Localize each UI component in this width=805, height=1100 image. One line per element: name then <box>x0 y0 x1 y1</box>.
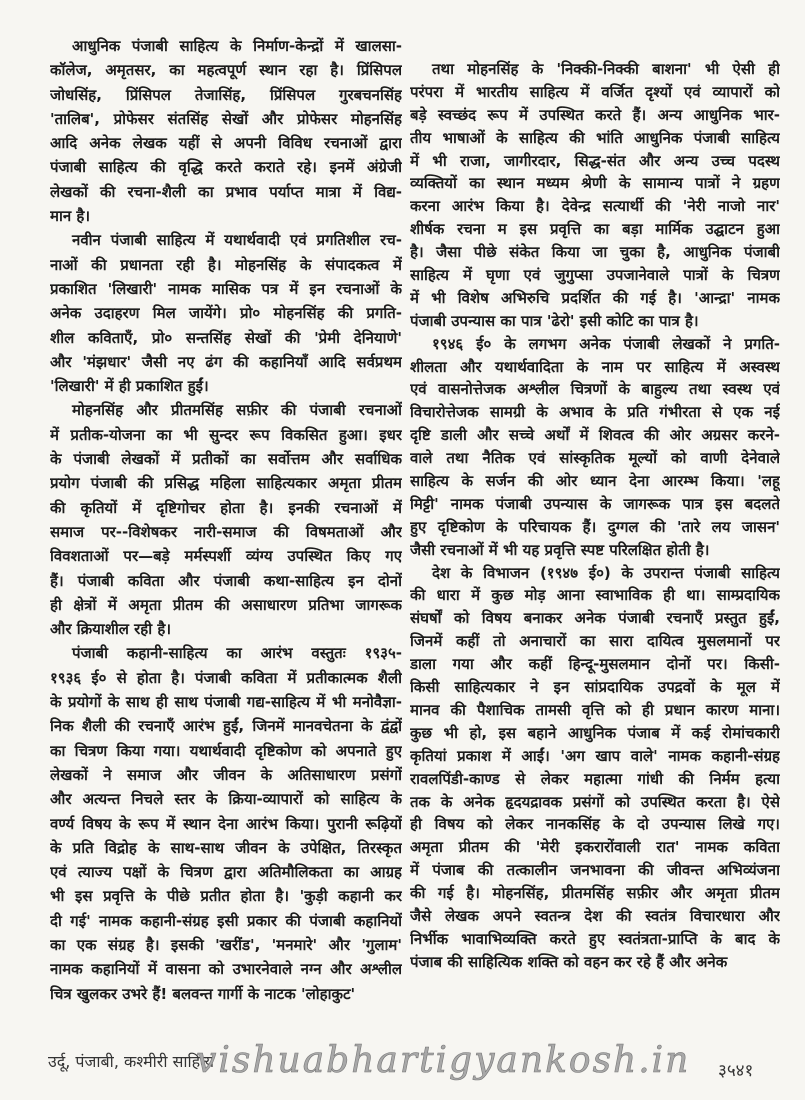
text-line: अमृता प्रीतम की 'मेरी इकरारोंवाली रात' नामक कविता <box>410 838 780 857</box>
text-line: ही विषय को लेकर नानकसिंह के दो उपन्यास लिखे गए। <box>410 815 780 834</box>
text-line: में भी विशेष अभिरुचि प्रदर्शित की गई है। 'आन्द्रा' नामक <box>410 288 780 307</box>
text-line: और 'मंझधार' जैसी नए ढंग की कहानियाँ आदि सर्वप्रथम <box>50 352 402 371</box>
text-line: का एक संग्रह है। इसकी 'खरींड', 'मनमारे' और 'गुलाम' <box>50 935 402 954</box>
text-line: निक शैली की रचनाएँ आरंभ हुईं, जिनमें मानवचेतना के द्वंद्वों <box>50 717 402 736</box>
text-line: 'तालिब', प्रोफेसर संतसिंह सेखों और प्रोफेसर मोहनसिंह <box>50 109 402 128</box>
paragraph <box>410 333 780 562</box>
text-line: में पंजाब की तत्कालीन जनभावना की जीवन्त अभिव्यंजना <box>410 861 780 880</box>
text-line: नामक कहानियों में वासना को उभारनेवाले नग्न और अश्लील <box>50 960 402 979</box>
text-line: वर्ण्य विषय के रूप में स्थान देना आरंभ किया। पुरानी रूढ़ियों <box>50 814 402 833</box>
text-line: व्यक्तियों का स्थान मध्यम श्रेणी के सामान्य पात्रों ने ग्रहण <box>410 174 780 193</box>
text-line: जैसे लेखक अपने स्वतन्त्र देश की स्वतंत्र विचारधारा और <box>410 906 780 925</box>
text-line: मान है। <box>50 207 91 226</box>
paragraph <box>50 228 402 398</box>
paragraph <box>410 562 780 974</box>
text-line: विचारोत्तेजक सामग्री के अभाव के प्रति गंभीरता से एक नई <box>410 403 780 422</box>
text-line: करना आरंभ किया है। देवेन्द्र सत्यार्थी की 'नेरी नाजो नार' <box>410 197 780 216</box>
watermark: vishuabhartigyankosh.in <box>196 1040 691 1081</box>
text-line: हैं। पंजाबी कविता और पंजाबी कथा-साहित्य इन दोनों <box>50 571 402 590</box>
text-line: एवं वासनोत्तेजक अश्लील चित्रणों के बाहुल्य तथा स्वस्थ एवं <box>410 380 780 399</box>
text-line: में प्रतीक-योजना का भी सुन्दर रूप विकसित हुआ। इधर <box>50 425 402 444</box>
text-line: आदि अनेक लेखक यहीं से अपनी विविध रचनाओं द्वारा <box>50 134 402 153</box>
text-line: पंजाबी उपन्यास का पात्र 'ढेरो' इसी कोटि का पात्र है। <box>410 311 699 330</box>
text-line: शीलता और यथार्थवादिता के नाम पर साहित्य में अस्वस्थ <box>410 357 780 376</box>
text-line: की धारा में कुछ मोड़ आना स्वाभाविक ही था। साम्प्रदायिक <box>410 586 780 605</box>
text-line: शीर्षक रचना म इस प्रवृत्ति का बड़ा मार्मिक उद्घाटन हुआ <box>410 220 780 239</box>
text-line: किसी साहित्यकार ने इन सांप्रदायिक उपद्रवों के मूल में <box>410 678 780 697</box>
text-line: पंजाब की साहित्यिक शक्ति को वहन कर रहे हैं और अनेक <box>410 952 728 971</box>
text-line: प्रयोग पंजाबी की प्रसिद्ध महिला साहित्यकार अमृता प्रीतम <box>50 474 402 493</box>
text-line: कुछ भी हो, इस बहाने आधुनिक पंजाब में कई रोमांचकारी <box>410 723 780 742</box>
text-line: समाज पर--विशेषकर नारी-समाज की विषमताओं और <box>50 522 402 541</box>
text-line: 'लिखारी' में ही प्रकाशित हुईं। <box>50 377 209 396</box>
text-line: अनेक उदाहरण मिल जायेंगे। प्रो० मोहनसिंह की प्रगति- <box>50 304 402 323</box>
page-number: ३५४१ <box>718 1061 754 1081</box>
text-line: साहित्य के सर्जन की ओर ध्यान देना आरम्भ किया। 'लहू <box>410 472 780 491</box>
text-line: ही क्षेत्रों में अमृता प्रीतम की असाधारण प्रतिभा जागरूक <box>50 595 402 614</box>
text-line: नवीन पंजाबी साहित्य में यथार्थवादी एवं प्रगतिशील रच- <box>72 231 402 250</box>
text-line: मोहनसिंह और प्रीतमसिंह सफ़ीर की पंजाबी रचनाओं <box>72 401 402 420</box>
text-line: दी गई' नामक कहानी-संग्रह इसी प्रकार की पंजाबी कहानियों <box>50 911 402 930</box>
text-line: और क्रियाशील रही है। <box>50 620 172 639</box>
text-line: परंपरा में भारतीय साहित्य में वर्जित दृश्यों एवं व्यापारों को <box>410 82 780 101</box>
text-line: शील कविताएँ, प्रो० सन्तसिंह सेखों की 'प्रेमी देनियाणे' <box>50 328 402 347</box>
text-line: कॉलेज, अमृतसर, का महत्वपूर्ण स्थान रहा है। प्रिंसिपल <box>50 61 402 80</box>
text-line: मानव की पैशाचिक तामसी वृत्ति को ही प्रधान कारण माना। <box>410 700 780 719</box>
text-line: जिनमें कहीं तो अनाचारों का सारा दायित्व मुसलमानों पर <box>410 632 780 651</box>
text-line: की कृतियों में दृष्टिगोचर होता है। इनकी रचनाओं में <box>50 498 402 517</box>
text-line: निर्भीक भावाभिव्यक्ति करते हुए स्वतंत्रता-प्राप्ति के बाद के <box>410 929 780 948</box>
text-line: है। जैसा पीछे संकेत किया जा चुका है, आधुनिक पंजाबी <box>410 243 780 262</box>
text-line: विवशताओं पर—बड़े मर्मस्पर्शी व्यंग्य उपस्थित किए गए <box>50 547 402 566</box>
text-line: जोधसिंह, प्रिंसिपल तेजासिंह, प्रिंसिपल गुरबचनसिंह <box>50 85 402 104</box>
text-line: जैसी रचनाओं में भी यह प्रवृत्ति स्पष्ट परिलक्षित होती है। <box>410 540 710 559</box>
text-line: और अत्यन्त निचले स्तर के क्रिया-व्यापारों को साहित्य के <box>50 790 402 809</box>
text-line: तीय भाषाओं के साहित्य की भांति आधुनिक पंजाबी साहित्य <box>410 128 780 147</box>
text-line: चित्र खुलकर उभरे हैं! बलवन्त गार्गी के नाटक 'लोहाकुट' <box>50 984 356 1003</box>
text-line: भी इस प्रवृत्ति के पीछे प्रतीत होता है। 'कुड़ी कहानी कर <box>50 887 402 906</box>
text-line: कृतियां प्रकाश में आईं। 'अग खाप वाले' नामक कहानी-संग्रह <box>410 746 780 765</box>
running-title: उर्दू, पंजाबी, कश्मीरी साहित्य <box>48 1052 215 1071</box>
left-column <box>50 34 402 1006</box>
text-line: नाओं की प्रधानता रही है। मोहनसिंह के संपादकत्व में <box>50 255 402 274</box>
text-line: लेखकों की रचना-शैली का प्रभाव पर्याप्त मात्रा में विद्य- <box>50 182 402 201</box>
text-line: १९३६ ई० से होता है। पंजाबी कविता में प्रतीकात्मक शैली <box>50 668 402 687</box>
text-line: में भी राजा, जागीरदार, सिद्ध-संत और अन्य उच्च पदस्थ <box>410 151 780 170</box>
text-line: १९४६ ई० के लगभग अनेक पंजाबी लेखकों ने प्रगति- <box>432 334 780 353</box>
paragraph <box>50 641 402 1005</box>
text-line: साहित्य में घृणा एवं जुगुप्सा उपजानेवाले पात्रों के चित्रण <box>410 266 780 285</box>
text-line: मिट्टी' नामक पंजाबी उपन्यास के जागरूक पात्र इस बदलते <box>410 494 780 513</box>
text-line: हुए दृष्टिकोण के परिचायक हैं। दुग्गल की 'तारे लय जासन' <box>410 517 780 536</box>
text-line: प्रकाशित 'लिखारी' नामक मासिक पत्र में इन रचनाओं के <box>50 279 402 298</box>
text-line: का चित्रण किया गया। यथार्थवादी दृष्टिकोण को अपनाते हुए <box>50 741 402 760</box>
text-line: आधुनिक पंजाबी साहित्य के निर्माण-केन्द्रों में खालसा- <box>72 37 402 55</box>
text-line: पंजाबी साहित्य की वृद्धि करते कराते रहे। इनमें अंग्रेजी <box>50 158 402 177</box>
text-line: लेखकों ने समाज और जीवन के अतिसाधारण प्रसंगों <box>50 765 402 784</box>
text-line: तथा मोहनसिंह के 'निक्की-निक्की बाशना' भी ऐसी ही <box>432 60 780 78</box>
text-line: डाला गया और कहीं हिन्दू-मुसलमान दोनों पर। किसी- <box>410 655 780 674</box>
paragraph <box>50 34 402 228</box>
paragraph <box>410 58 780 333</box>
text-line: की गई है। मोहनसिंह, प्रीतमसिंह सफ़ीर और अमृता प्रीतम <box>410 884 780 903</box>
text-line: के प्रति विद्रोह के साथ-साथ जीवन के उपेक्षित, तिरस्कृत <box>50 838 402 857</box>
text-line: एवं त्याज्य पक्षों के चित्रण द्वारा अतिमौलिकता का आग्रह <box>50 863 402 882</box>
text-line: के प्रयोगों के साथ ही साथ पंजाबी गद्य-साहित्य में भी मनोवैज्ञा- <box>50 693 402 712</box>
text-line: संघर्षों को विषय बनाकर अनेक पंजाबी रचनाएँ प्रस्तुत हुईं, <box>410 609 780 628</box>
text-line: दृष्टि डाली और सच्चे अर्थों में शिवत्व की ओर अग्रसर करने- <box>410 426 780 445</box>
text-line: पंजाबी कहानी-साहित्य का आरंभ वस्तुतः १९३५- <box>72 644 402 663</box>
text-line: बड़े स्वच्छंद रूप में उपस्थित करते हैं। अन्य आधुनिक भार- <box>410 105 780 124</box>
text-line: के पंजाबी लेखकों में प्रतीकों का सर्वोत्तम और सर्वाधिक <box>50 450 402 469</box>
right-column <box>410 58 780 974</box>
text-line: देश के विभाजन (१९४७ ई०) के उपरान्त पंजाबी साहित्य <box>432 563 780 582</box>
text-line: तक के अनेक हृदयद्रावक प्रसंगों को उपस्थित करता है। ऐसे <box>410 792 780 811</box>
text-line: रावलपिंडी-काण्ड से लेकर महात्मा गांधी की निर्मम हत्या <box>410 769 780 788</box>
paragraph <box>50 398 402 641</box>
text-line: वाले तथा नैतिक एवं सांस्कृतिक मूल्यों को वाणी देनेवाले <box>410 449 780 468</box>
